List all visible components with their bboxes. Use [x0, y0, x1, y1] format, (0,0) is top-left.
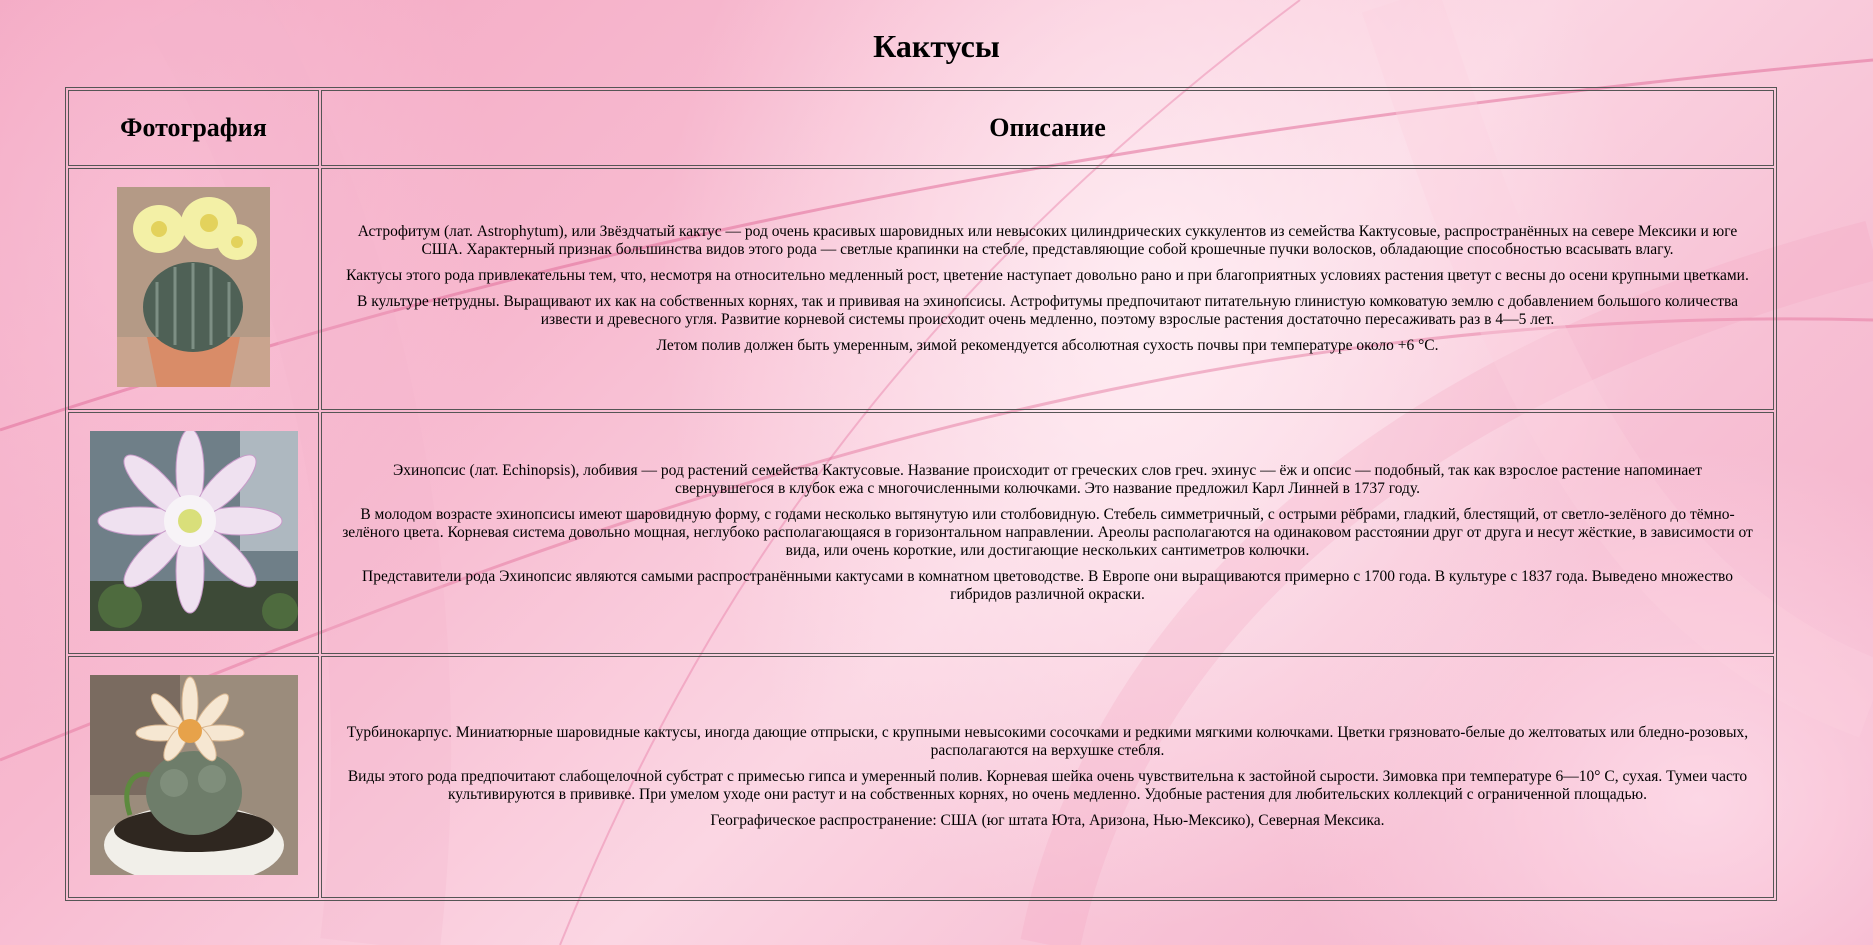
description-paragraph: Кактусы этого рода привлекательны тем, что, несмотря на относительно медленный рост, цветение наступает довольно рано и при благоприятных условиях растения цветут с весны до осени крупными цветками. — [346, 267, 1749, 284]
table-row — [68, 412, 1774, 654]
description-paragraph: В культуре нетрудны. Выращивают их как на собственных корнях, так и прививая на эхинопсисы. Астрофитумы предпочитают питательную глинистую комковатую землю с добавлением большого количества извести и древесного угля. Развитие корневой системы происходит очень медленно, поэтому взрослые растения достаточно пересаживать раз в 4—5 лет. — [357, 293, 1738, 328]
description-paragraph: Эхинопсис (лат. Echinopsis), лобивия — род растений семейства Кактусовые. Название происходит от греческих слов греч. эхинус — ёж и опсис — подобный, так как взрослое растение напоминает свернувшегося в клубок ежа с многочисленными колючками. Это название предложил Карл Линней в 1737 году. — [393, 462, 1702, 497]
description-paragraph: Представители рода Эхинопсис являются самыми распространёнными кактусами в комнатном цветоводстве. В Европе они выращиваются примерно с 1700 года. В культуре с 1837 года. Выведено множество гибридов различной окраски. — [362, 568, 1733, 603]
cactus-table — [65, 87, 1777, 901]
page-title: Кактусы — [873, 28, 1000, 64]
header-description: Описание — [321, 90, 1774, 166]
photo-cell — [68, 656, 319, 898]
table-row — [68, 168, 1774, 410]
astrophytum-photo — [117, 187, 270, 387]
echinopsis-photo — [90, 431, 298, 631]
table-header-row — [68, 90, 1774, 166]
description-paragraph: Географическое распространение: США (юг штата Юта, Аризона, Нью-Мексико), Северная Мексика. — [710, 812, 1385, 829]
description-paragraph: Турбинокарпус. Миниатюрные шаровидные кактусы, иногда дающие отпрыски, с крупными невысокими сосочками и редкими мягкими колючками. Цветки грязновато-белые до желтоватых или бледно-розовых, располагаются на верхушке стебля. — [346, 724, 1749, 759]
description-cell — [321, 168, 1774, 410]
description-paragraph: В молодом возрасте эхинопсисы имеют шаровидную форму, с годами несколько вытянутую или столбовидную. Стебель симметричный, с острыми рёбрами, гладкий, блестящий, от светло-зелёного до тёмно-зелёного цвета. Корневая система довольно мощная, неглубоко располагающаяся в горизонтальном направлении. Ареолы располагаются на одинаковом расстоянии друг от друга и несут жёсткие, в зависимости от вида, или очень короткие, или достигающие нескольких сантиметров колючки. — [342, 506, 1753, 559]
description-paragraph: Летом полив должен быть умеренным, зимой рекомендуется абсолютная сухость почвы при температуре около +6 °C. — [656, 337, 1439, 354]
description-paragraph: Астрофитум (лат. Astrophytum), или Звёздчатый кактус — род очень красивых шаровидных или невысоких цилиндрических суккулентов из семейства Кактусовые, распространённых на севере Мексики и юге США. Характерный признак большинства видов этого рода — светлые крапинки на стебле, представляющие собой крошечные пучки волосков, обладающие способностью всасывать влагу. — [357, 223, 1738, 258]
turbinicarpus-photo — [90, 675, 298, 875]
header-photo: Фотография — [68, 90, 319, 166]
description-cell — [321, 656, 1774, 898]
description-paragraph: Виды этого рода предпочитают слабощелочной субстрат с примесью гипса и умеренный полив. Корневая шейка очень чувствительна к застойной сырости. Зимовка при температуре 6—10° С, сухая. Тумеи часто культивируются в прививке. При умелом уходе они растут и на собственных корнях, но очень медленно. Удобные растения для любительских коллекций с ограниченной площадью. — [347, 768, 1748, 803]
table-row — [68, 656, 1774, 898]
description-cell — [321, 412, 1774, 654]
photo-cell — [68, 412, 319, 654]
photo-cell — [68, 168, 319, 410]
